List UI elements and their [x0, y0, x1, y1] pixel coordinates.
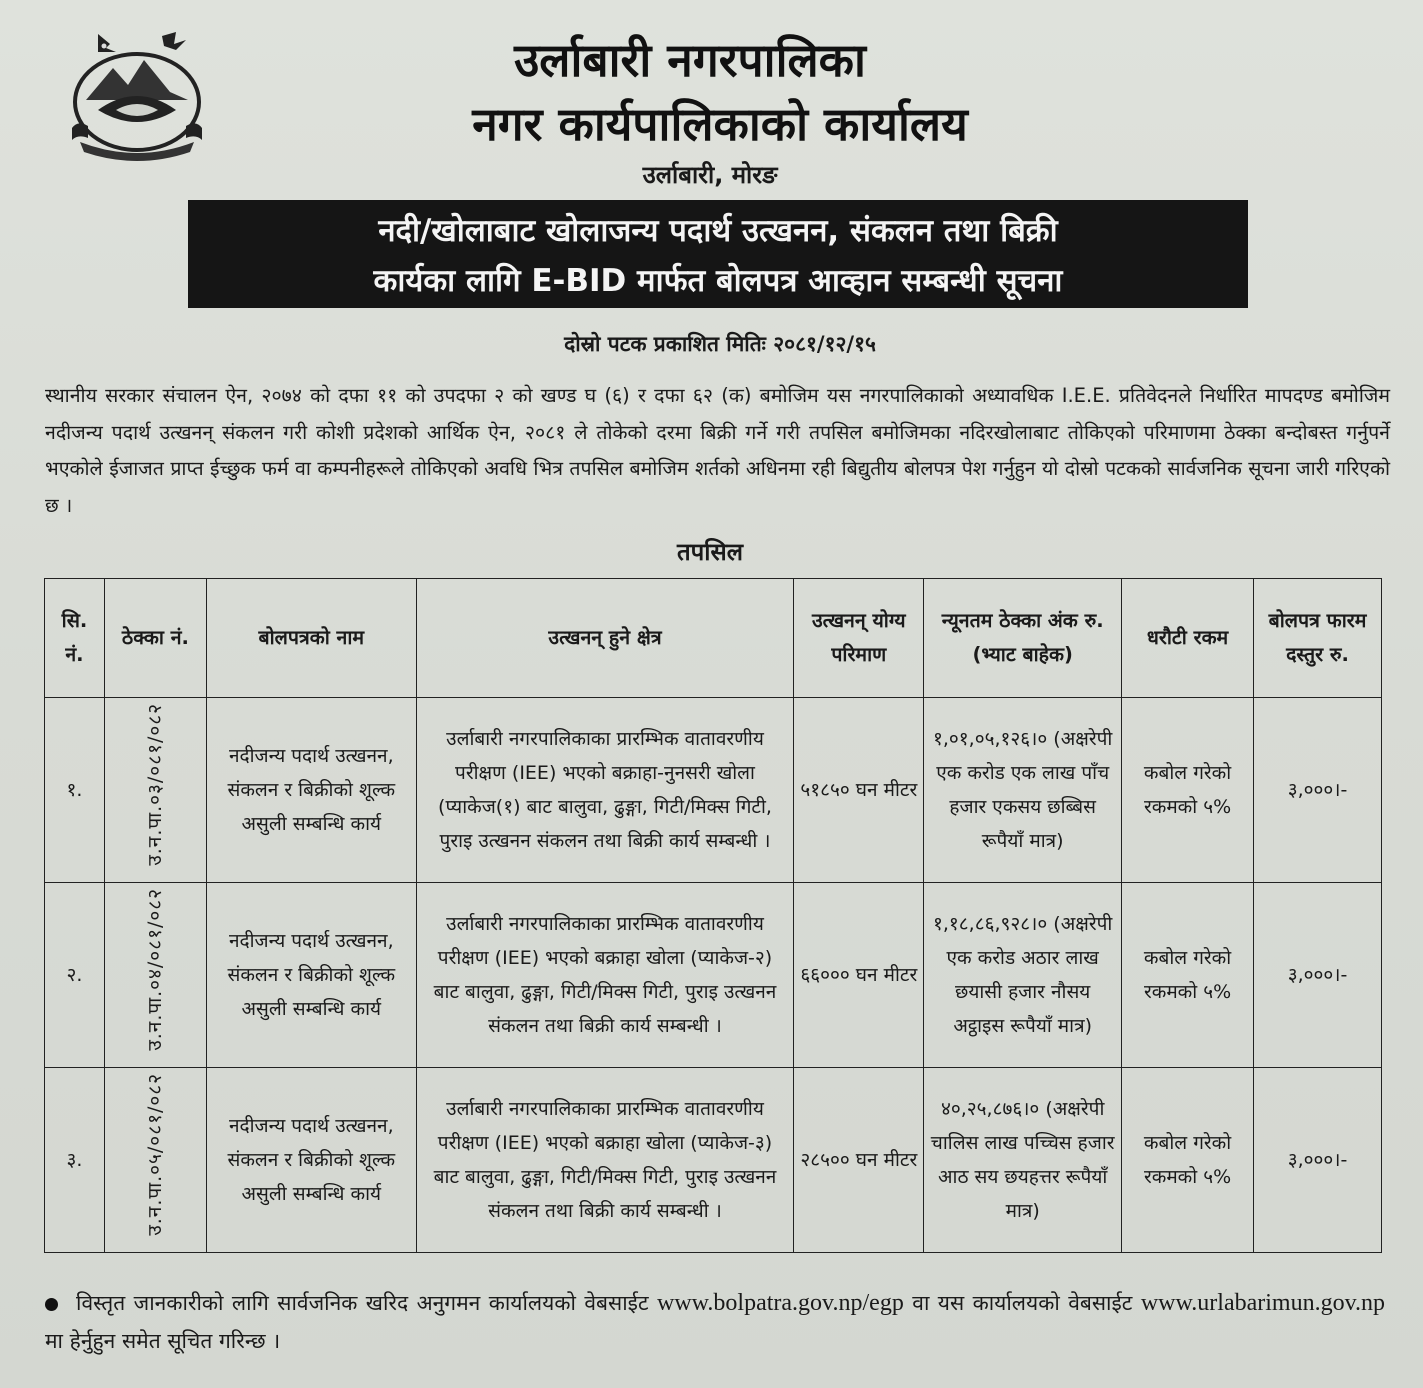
header-minimum-amount: न्यूनतम ठेक्का अंक रु. (भ्याट बाहेक)	[924, 579, 1122, 698]
table-row	[45, 883, 1382, 1068]
cell-deposit: कबोल गरेको रकमको ५%	[1122, 698, 1254, 883]
cell-excavation-area: उर्लाबारी नगरपालिकाका प्रारम्भिक वातावरणीय परीक्षण (IEE) भएको बक्राहा खोला (प्याकेज-२) बाट बालुवा, ढुङ्गा, गिटी/मिक्स गिटी, पुराइ उत्खनन संकलन तथा बिक्री कार्य सम्बन्धी ।	[416, 883, 794, 1068]
cell-bid-name: नदीजन्य पदार्थ उत्खनन, संकलन र बिक्रीको शूल्क असुली सम्बन्धि कार्य	[206, 1068, 416, 1253]
banner-line-2: कार्यका लागि E-BID मार्फत बोलपत्र आव्हान सम्बन्धी सूचना	[373, 263, 1063, 299]
link-municipality-website[interactable]: www.urlabarimun.gov.np	[1140, 1290, 1386, 1316]
nepal-government-emblem-icon	[58, 30, 216, 162]
cell-excavation-area: उर्लाबारी नगरपालिकाका प्रारम्भिक वातावरणीय परीक्षण (IEE) भएको बक्राहा-नुनसरी खोला (प्याकेज(१) बाट बालुवा, ढुङ्गा, गिटी/मिक्स गिटी, पुराइ उत्खनन संकलन तथा बिक्री कार्य सम्बन्धी ।	[416, 698, 794, 883]
header-quantity: उत्खनन् योग्य परिमाण	[794, 579, 924, 698]
municipality-name: उर्लाबारी नगरपालिका	[514, 33, 866, 87]
office-location: उर्लाबारी, मोरङ	[642, 161, 778, 189]
cell-contract-no: उ.न.पा.०३/०८१/०८२	[104, 698, 206, 883]
footer-note	[45, 1284, 1385, 1360]
note-text-before: विस्तृत जानकारीको लागि सार्वजनिक खरिद अनुगमन कार्यालयको वेबसाईट	[76, 1291, 649, 1315]
publication-date: दोस्रो पटक प्रकाशित मितिः २०८१/१२/१५	[564, 332, 876, 356]
cell-bid-name: नदीजन्य पदार्थ उत्खनन, संकलन र बिक्रीको शूल्क असुली सम्बन्धि कार्य	[206, 698, 416, 883]
link-bolpatra[interactable]: www.bolpatra.gov.np/egp	[656, 1290, 904, 1316]
cell-sn: ३.	[45, 1068, 105, 1253]
cell-sn: १.	[45, 698, 105, 883]
table-header-row	[45, 579, 1382, 698]
header-sn: सि. नं.	[45, 579, 105, 698]
cell-quantity: २८५०० घन मीटर	[794, 1068, 924, 1253]
schedule-heading: तपसिल	[676, 538, 744, 566]
table-row	[45, 698, 1382, 883]
schedule-table	[44, 578, 1382, 1253]
header-deposit: धरौटी रकम	[1122, 579, 1254, 698]
cell-form-fee: ३,०००।-	[1254, 1068, 1382, 1253]
cell-quantity: ६६००० घन मीटर	[794, 883, 924, 1068]
cell-minimum-amount: ४०,२५,८७६।० (अक्षरेपी चालिस लाख पच्चिस हजार आठ सय छयहत्तर रूपैयाँ मात्र)	[924, 1068, 1122, 1253]
intro-paragraph: स्थानीय सरकार संचालन ऐन, २०७४ को दफा ११ को उपदफा २ को खण्ड घ (६) र दफा ६२ (क) बमोजिम यस नगरपालिकाको अध्यावधिक I.E.E. प्रतिवेदनले निर्धारित मापदण्ड बमोजिम नदीजन्य पदार्थ उत्खनन् संकलन गरी कोशी प्रदेशको आर्थिक ऐन, २०८१ ले तोकेको दरमा बिक्री गर्ने गरी तपसिल बमोजिमका नदिरखोलाबाट तोकिएको परिमाणमा ठेक्का बन्दोबस्त गर्नुपर्ने भएकोले ईजाजत प्राप्त ईच्छुक फर्म वा कम्पनीहरूले तोकिएको अवधि भित्र तपसिल बमोजिम शर्तको अधिनमा रही बिद्युतीय बोलपत्र पेश गर्नुहुन यो दोस्रो पटकको सार्वजनिक सूचना जारी गरिएको छ ।	[45, 384, 1390, 517]
cell-minimum-amount: १,१८,८६,९२८।० (अक्षरेपी एक करोड अठार लाख छयासी हजार नौसय अट्ठाइस रूपैयाँ मात्र)	[924, 883, 1122, 1068]
header-bid-name: बोलपत्रको नाम	[206, 579, 416, 698]
cell-quantity: ५१८५० घन मीटर	[794, 698, 924, 883]
header-contract-no: ठेक्का नं.	[104, 579, 206, 698]
cell-excavation-area: उर्लाबारी नगरपालिकाका प्रारम्भिक वातावरणीय परीक्षण (IEE) भएको बक्राहा खोला (प्याकेज-३) बाट बालुवा, ढुङ्गा, गिटी/मिक्स गिटी, पुराइ उत्खनन संकलन तथा बिक्री कार्य सम्बन्धी ।	[416, 1068, 794, 1253]
cell-sn: २.	[45, 883, 105, 1068]
note-text-after: मा हेर्नुहुन समेत सूचित गरिन्छ ।	[45, 1329, 281, 1353]
cell-bid-name: नदीजन्य पदार्थ उत्खनन, संकलन र बिक्रीको शूल्क असुली सम्बन्धि कार्य	[206, 883, 416, 1068]
note-text-middle: वा यस कार्यालयको वेबसाईट	[912, 1291, 1133, 1315]
cell-form-fee: ३,०००।-	[1254, 883, 1382, 1068]
notice-banner	[188, 200, 1248, 308]
cell-deposit: कबोल गरेको रकमको ५%	[1122, 1068, 1254, 1253]
cell-contract-no: उ.न.पा.०५/०८१/०८२	[104, 1068, 206, 1253]
office-name: नगर कार्यपालिकाको कार्यालय	[472, 97, 968, 151]
bullet-icon	[45, 1298, 58, 1311]
header-form-fee: बोलपत्र फारम दस्तुर रु.	[1254, 579, 1382, 698]
header-excavation-area: उत्खनन् हुने क्षेत्र	[416, 579, 794, 698]
cell-minimum-amount: १,०१,०५,१२६।० (अक्षरेपी एक करोड एक लाख पाँच हजार एकसय छब्बिस रूपैयाँ मात्र)	[924, 698, 1122, 883]
cell-deposit: कबोल गरेको रकमको ५%	[1122, 883, 1254, 1068]
table-row	[45, 1068, 1382, 1253]
cell-contract-no: उ.न.पा.०४/०८१/०८२	[104, 883, 206, 1068]
banner-line-1: नदी/खोलाबाट खोलाजन्य पदार्थ उत्खनन, संकलन तथा बिक्री	[378, 213, 1058, 249]
cell-form-fee: ३,०००।-	[1254, 698, 1382, 883]
